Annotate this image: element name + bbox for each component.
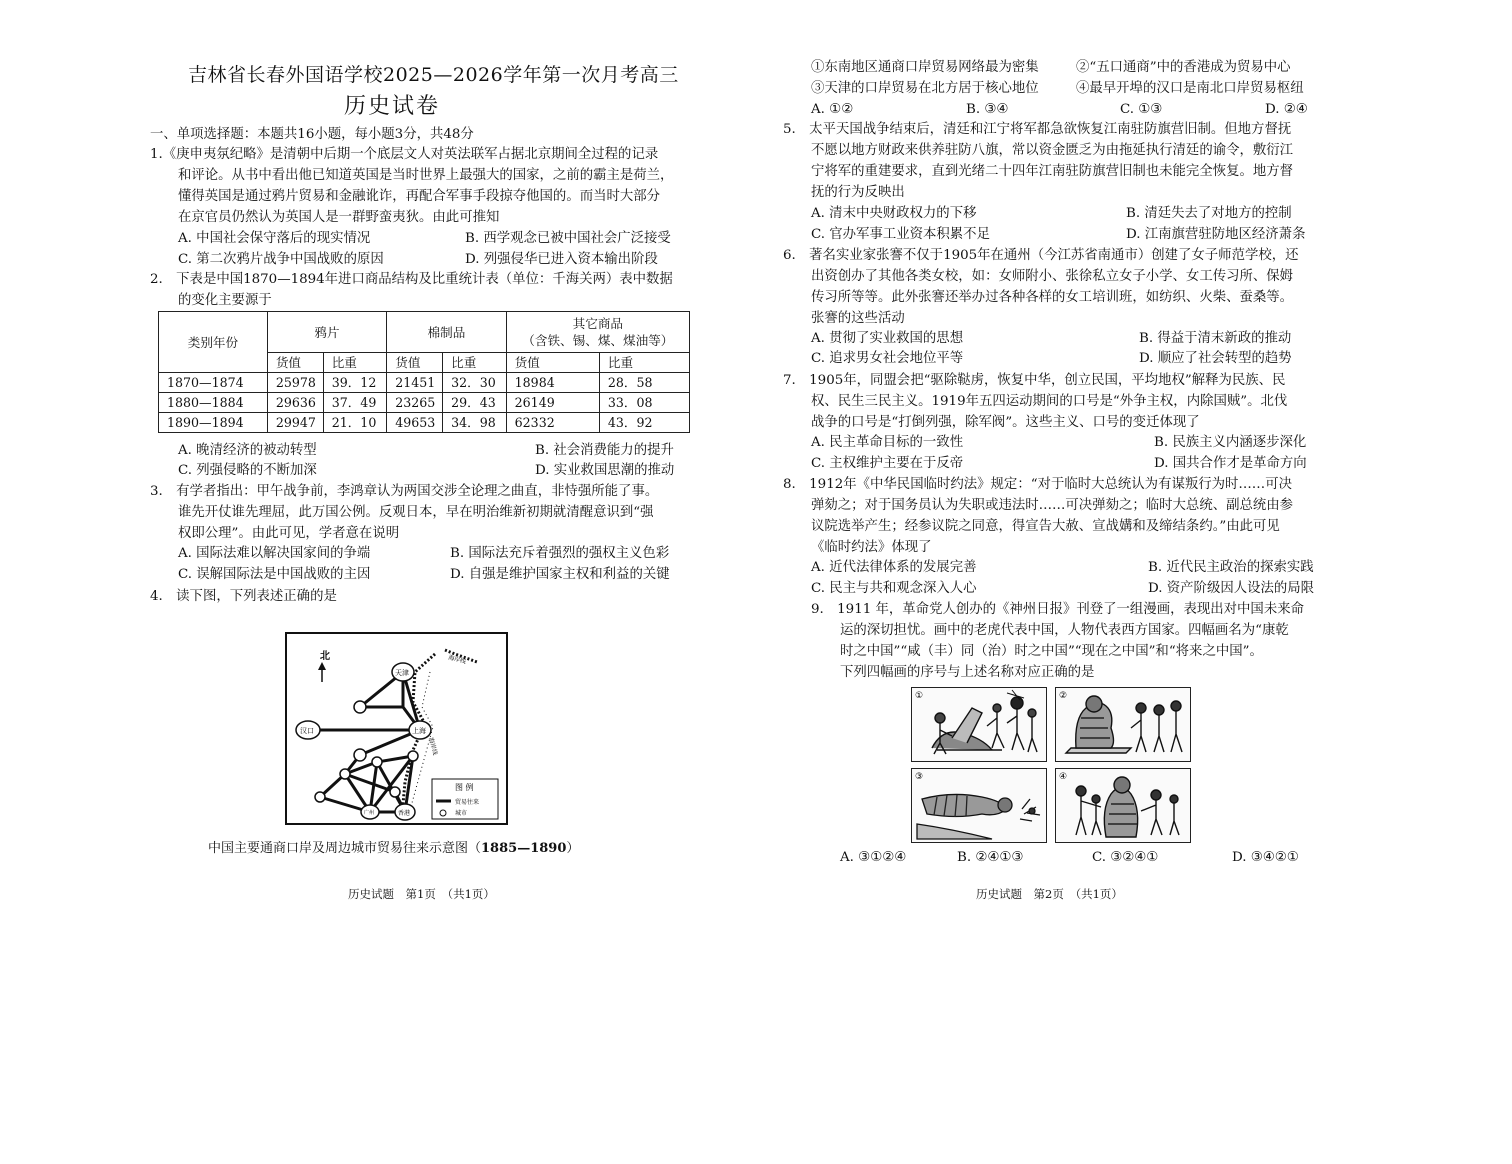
option-b[interactable]: B. 得益于清末新政的推动 (1139, 331, 1292, 346)
option-a[interactable]: A. 贯彻了实业救国的思想 (811, 331, 964, 346)
table-cell: 25978 (267, 373, 323, 393)
question-text: 和评论。从书中看出他已知道英国是当时世界上最强大的国家，之前的霸主是荷兰， (178, 168, 674, 183)
option-a[interactable]: A. 民主革命目标的一致性 (811, 435, 964, 450)
option-d[interactable]: D. ③④②① (1232, 850, 1299, 865)
table-cell: 1880—1884 (159, 393, 268, 413)
question-text: 传习所等等。此外张謇还举办过各种各样的女工培训班，如纺织、火柴、蚕桑等。 (811, 290, 1294, 305)
option-b[interactable]: B. 近代民主政治的探索实践 (1148, 560, 1314, 575)
table-group-cotton: 棉制品 (387, 312, 506, 353)
option-c[interactable]: C. 民主与共和观念深入人心 (811, 581, 977, 596)
panel-number: ③ (915, 772, 924, 782)
question-text: 权即公理”。由此可见，学者意在说明 (178, 526, 400, 541)
option-a[interactable]: A. 清末中央财政权力的下移 (811, 206, 977, 221)
option-b[interactable]: B. 社会消费能力的提升 (535, 443, 674, 458)
question-text: 议院选举产生；经参议院之同意，得宣告大赦、宣战媾和及缔结条约。”由此可见 (811, 519, 1280, 534)
city-hankou (296, 721, 320, 739)
question-text: 5. 太平天国战争结束后，清廷和江宁将军都急欲恢复江南驻防旗营旧制。但地方督抚 (783, 122, 1292, 137)
option-c[interactable]: C. ①③ (1120, 102, 1163, 117)
option-c[interactable]: C. 官办军事工业资本积累不足 (811, 227, 990, 242)
option-a[interactable]: A. ③①②④ (840, 850, 907, 865)
table-cell: 29．43 (443, 393, 507, 413)
school-title: 吉林省长春外国语学校2025—2026学年第一次月考高三 (188, 64, 679, 86)
option-a[interactable]: A. 中国社会保守落后的现实情况 (178, 231, 371, 246)
table-group-other (506, 312, 689, 353)
option-c[interactable]: C. ③②④① (1092, 850, 1159, 865)
option-b[interactable]: B. 清廷失去了对地方的控制 (1126, 206, 1292, 221)
table-group-opium: 鸦片 (267, 312, 386, 353)
cartoon-panel-1 (911, 687, 1047, 762)
question-text: 9. 1911 年，革命党人创办的《神州日报》刊登了一组漫画，表现出对中国未来命 (811, 602, 1304, 617)
option-b[interactable]: B. 国际法充斥着强烈的强权主义色彩 (450, 546, 670, 561)
panel-number: ① (915, 691, 924, 701)
page-footer-1: 历史试题 第1页 （共1页） (348, 887, 495, 901)
question-text: 3. 有学者指出：甲午战争前，李鸿章认为两国交涉全论理之曲直，非恃强所能了事。 (150, 484, 659, 499)
table-cell: 32．30 (443, 373, 507, 393)
cartoon-panel-3 (911, 768, 1047, 843)
table-cell: 37．49 (323, 393, 387, 413)
subject-title: 历史试卷 (344, 94, 441, 119)
question-text: 7. 1905年，同盟会把“驱除鞑虏，恢复中华，创立民国，平均地权”解释为民族、民 (783, 373, 1286, 388)
table-subheader: 货值 (267, 353, 323, 373)
caption-text: 中国主要通商口岸及周边城市贸易往来示意图（ (208, 841, 482, 856)
cartoon-panel-4 (1055, 768, 1191, 843)
north-label: 北 (320, 651, 330, 662)
svg-text:图 例: 图 例 (455, 783, 474, 792)
question-text: 谁先开仗谁先理屈，此万国公例。反观日本，早在明治维新初期就清醒意识到“强 (178, 505, 654, 520)
statement-3: ③天津的口岸贸易在北方居于核心地位 (811, 81, 1039, 96)
option-d[interactable]: D. 国共合作才是革命方向 (1154, 456, 1307, 471)
option-d[interactable]: D. 江南旗营驻防地区经济萧条 (1126, 227, 1306, 242)
option-d[interactable]: D. 顺应了社会转型的趋势 (1139, 351, 1292, 366)
option-c[interactable]: C. 第二次鸦片战争中国战败的原因 (178, 252, 384, 267)
city-guangzhou (361, 805, 379, 819)
svg-text:汉口: 汉口 (300, 727, 314, 735)
table-cell: 18984 (506, 373, 599, 393)
question-text: 抚的行为反映出 (811, 185, 905, 200)
caption-end: ） (566, 841, 580, 856)
svg-text:天津: 天津 (395, 669, 409, 677)
table-subheader: 比重 (599, 353, 689, 373)
table-group-other-note: （含铁、锡、煤、煤油等） (522, 333, 674, 348)
table-cell: 33．08 (599, 393, 689, 413)
option-c[interactable]: C. 误解国际法是中国战败的主因 (178, 567, 371, 582)
table-cell: 49653 (387, 413, 443, 433)
option-b[interactable]: B. ②④①③ (957, 850, 1024, 865)
import-table (158, 311, 690, 433)
question-text: 宁将军的重建要求，直到光绪二十四年江南驻防旗营旧制也未能完全恢复。地方督 (811, 164, 1294, 179)
question-text: 2. 下表是中国1870—1894年进口商品结构及比重统计表（单位：千海关两）表中数据 (150, 272, 673, 287)
question-text: 弹劾之；对于国务员认为失职或违法时……可决弹劾之；临时大总统、副总统由参 (811, 498, 1294, 513)
map-legend (432, 779, 498, 819)
svg-text:城市: 城市 (455, 810, 468, 817)
table-subheader: 比重 (323, 353, 387, 373)
question-text: 1.《庚申夷氛纪略》是清朝中后期一个底层文人对英法联军占据北京期间全过程的记录 (150, 147, 659, 162)
table-corner: 类别年份 (159, 312, 268, 373)
question-text: 懂得英国是通过鸦片贸易和金融讹诈，再配合军事手段掠夺他国的。而当时大部分 (178, 189, 661, 204)
question-text: 时之中国”“咸（丰）同（治）时之中国”“现在之中国”和“将来之中国”。 (840, 644, 1263, 659)
option-b[interactable]: B. 民族主义内涵逐步深化 (1154, 435, 1307, 450)
question-text: 在京官员仍然认为英国人是一群野蛮夷狄。由此可推知 (178, 210, 500, 225)
table-cell: 34．98 (443, 413, 507, 433)
question-text: 运的深切担忧。画中的老虎代表中国，人物代表西方国家。四幅画名为“康乾 (840, 623, 1289, 638)
question-text: 不愿以地方财政来供养驻防八旗，常以资金匮乏为由拖延执行清廷的谕令，敷衍江 (811, 143, 1294, 158)
statement-2: ②“五口通商”中的香港成为贸易中心 (1076, 60, 1291, 75)
option-c[interactable]: C. 追求男女社会地位平等 (811, 351, 964, 366)
question-text: 的变化主要源于 (178, 293, 272, 308)
question-text: 6. 著名实业家张謇不仅于1905年在通州（今江苏省南通市）创建了女子师范学校，还 (783, 248, 1299, 263)
section-heading: 一、单项选择题：本题共16小题，每小题3分，共48分 (150, 127, 474, 142)
question-text: 4. 读下图，下列表述正确的是 (150, 589, 337, 604)
option-c[interactable]: C. 主权维护主要在于反帝 (811, 456, 964, 471)
panel-number: ④ (1059, 772, 1068, 782)
city-tianjin (392, 663, 414, 681)
question-text: 《临时约法》体现了 (811, 540, 932, 555)
option-d[interactable]: D. 列强侵华已进入资本输出阶段 (465, 252, 658, 267)
question-text: 权、民生三民主义。1919年五四运动期间的口号是“外争主权，内除国贼”。北伐 (811, 394, 1288, 409)
option-a[interactable]: A. 国际法难以解决国家间的争端 (178, 546, 371, 561)
svg-text:香港: 香港 (398, 810, 411, 817)
trade-map (285, 632, 508, 825)
question-text: 下列四幅画的序号与上述名称对应正确的是 (840, 665, 1095, 680)
table-subheader: 比重 (443, 353, 507, 373)
option-b[interactable]: B. 西学观念已被中国社会广泛接受 (465, 231, 671, 246)
option-b[interactable]: B. ③④ (966, 102, 1009, 117)
option-c[interactable]: C. 列强侵略的不断加深 (178, 463, 317, 478)
table-cell: 62332 (506, 413, 599, 433)
question-text: 张謇的这些活动 (811, 311, 905, 326)
svg-text:广州: 广州 (364, 810, 375, 816)
table-cell: 21451 (387, 373, 443, 393)
panel-number: ② (1059, 691, 1068, 701)
option-d[interactable]: D. ②④ (1265, 102, 1308, 117)
option-d[interactable]: D. 自强是维护国家主权和利益的关键 (450, 567, 670, 582)
table-cell: 26149 (506, 393, 599, 413)
table-cell: 28．58 (599, 373, 689, 393)
coast-label-1: 海岸线 (447, 654, 467, 666)
table-row (159, 373, 690, 393)
page-footer-2: 历史试题 第2页 （共1页） (976, 887, 1123, 901)
table-cell: 29947 (267, 413, 323, 433)
question-text: 战争的口号是“打倒列强，除军阀”。这些主义、口号的变迁体现了 (811, 415, 1200, 430)
svg-text:贸易往来: 贸易往来 (455, 799, 480, 806)
option-a[interactable]: A. ①② (811, 102, 854, 117)
caption-years: 1885—1890 (481, 841, 567, 856)
option-a[interactable]: A. 晚清经济的被动转型 (178, 443, 317, 458)
table-subheader: 货值 (387, 353, 443, 373)
table-cell: 43．92 (599, 413, 689, 433)
city-shanghai (409, 721, 431, 739)
table-row (159, 413, 690, 433)
coast-label-2: 海岸线 (427, 736, 439, 756)
table-subheader: 货值 (506, 353, 599, 373)
map-caption (208, 837, 579, 856)
question-text: 出资创办了其他各类女校，如：女师附小、张徐私立女子小学、女工传习所、保姆 (811, 269, 1294, 284)
statement-4: ④最早开埠的汉口是南北口岸贸易枢纽 (1076, 81, 1304, 96)
option-d[interactable]: D. 实业救国思潮的推动 (535, 463, 675, 478)
table-cell: 1890—1894 (159, 413, 268, 433)
option-d[interactable]: D. 资产阶级因人设法的局限 (1148, 581, 1315, 596)
cartoon-panel-2 (1055, 687, 1191, 762)
question-text: 8. 1912年《中华民国临时约法》规定：“对于临时大总统认为有谋叛行为时……可决 (783, 477, 1292, 492)
option-a[interactable]: A. 近代法律体系的发展完善 (811, 560, 977, 575)
table-cell: 39．12 (323, 373, 387, 393)
table-cell: 29636 (267, 393, 323, 413)
table-row (159, 393, 690, 413)
statement-1: ①东南地区通商口岸贸易网络最为密集 (811, 60, 1039, 75)
table-cell: 21．10 (323, 413, 387, 433)
table-group-other-name: 其它商品 (572, 316, 624, 331)
city-hongkong (395, 804, 415, 820)
table-cell: 23265 (387, 393, 443, 413)
svg-text:上海: 上海 (412, 727, 426, 735)
table-cell: 1870—1874 (159, 373, 268, 393)
